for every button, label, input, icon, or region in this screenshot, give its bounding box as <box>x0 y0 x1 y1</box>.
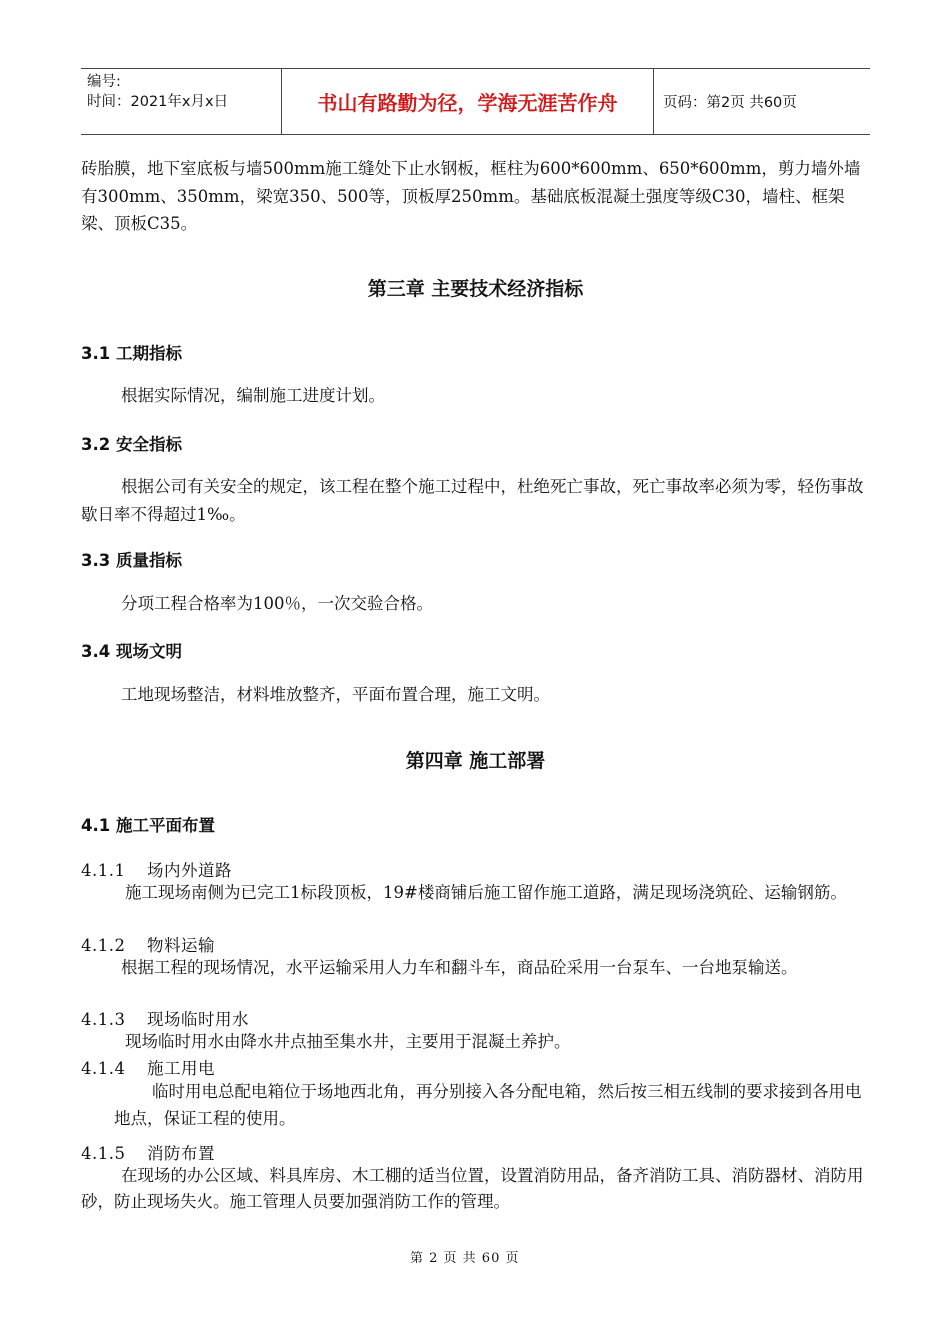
subsection-4-1-5-text: 在现场的办公区域、料具库房、木工棚的适当位置，设置消防用品，备齐消防工具、消防器材、消防用砂，防止现场失火。施工管理人员要加强消防工作的管理。 <box>81 1166 864 1211</box>
subsection-title: 场内外道路 <box>147 861 232 880</box>
header-page-info: 页码：第2页 共60页 <box>663 95 797 111</box>
section-3-4-text: 工地现场整洁，材料堆放整齐，平面布置合理，施工文明。 <box>121 685 550 704</box>
subsection-4-1-5 <box>81 1140 215 1164</box>
section-3-3-text: 分项工程合格率为100％，一次交验合格。 <box>121 594 433 613</box>
chapter-4-title: 第四章 施工部署 <box>405 750 546 772</box>
subsection-4-1-2 <box>81 932 215 956</box>
section-3-2-text: 根据公司有关安全的规定，该工程在整个施工过程中，杜绝死亡事故，死亡事故率必须为零，轻伤事故歇日率不得超过1‰。 <box>81 477 864 524</box>
section-3-1-text: 根据实际情况，编制施工进度计划。 <box>121 386 385 405</box>
page-header <box>81 68 870 135</box>
section-3-1-heading: 3.1 工期指标 <box>81 344 182 363</box>
intro-paragraph: 砖胎膜，地下室底板与墙500mm施工缝处下止水钢板，框柱为600*600mm、650*600mm，剪力墙外墙有300mm、350mm，梁宽350、500等，顶板厚250mm。基础底板混凝土强度等级C30，墙柱、框架梁、顶板C35。 <box>81 159 861 233</box>
subsection-4-1-1-text: 施工现场南侧为已完工1标段顶板，19#楼商铺后施工留作施工道路，满足现场浇筑砼、运输钢筋。 <box>125 883 847 902</box>
serial-label: 编号: <box>87 74 121 90</box>
chapter-3-title: 第三章 主要技术经济指标 <box>367 278 584 300</box>
subsection-number: 4.1.5 <box>81 1144 126 1163</box>
subsection-number: 4.1.3 <box>81 1010 126 1029</box>
subsection-title: 物料运输 <box>147 936 215 955</box>
subsection-title: 施工用电 <box>147 1059 215 1078</box>
time-label: 时间：2021年x月x日 <box>87 94 229 110</box>
subsection-title: 现场临时用水 <box>147 1010 249 1029</box>
subsection-4-1-4-text: 临时用电总配电箱位于场地西北角，再分别接入各分配电箱，然后按三相五线制的要求接到各用电地点，保证工程的使用。 <box>114 1082 862 1128</box>
subsection-number: 4.1.4 <box>81 1059 126 1078</box>
subsection-number: 4.1.1 <box>81 861 126 880</box>
subsection-4-1-3-text: 现场临时用水由降水井点抽至集水井，主要用于混凝土养护。 <box>125 1032 571 1051</box>
header-motto: 书山有路勤为径，学海无涯苦作舟 <box>282 69 654 134</box>
subsection-number: 4.1.2 <box>81 936 126 955</box>
section-3-4-heading: 3.4 现场文明 <box>81 642 182 661</box>
section-3-3-heading: 3.3 质量指标 <box>81 551 182 570</box>
header-meta <box>81 69 282 134</box>
section-3-2-heading: 3.2 安全指标 <box>81 435 182 454</box>
page-footer: 第 2 页 共 60 页 <box>410 1251 520 1266</box>
subsection-4-1-2-text: 根据工程的现场情况，水平运输采用人力车和翻斗车，商品砼采用一台泵车、一台地泵输送。 <box>121 958 798 977</box>
section-4-1-heading: 4.1 施工平面布置 <box>81 816 215 835</box>
subsection-4-1-3 <box>81 1006 249 1030</box>
subsection-4-1-4 <box>81 1055 215 1079</box>
subsection-title: 消防布置 <box>147 1144 215 1163</box>
subsection-4-1-1 <box>81 857 232 881</box>
